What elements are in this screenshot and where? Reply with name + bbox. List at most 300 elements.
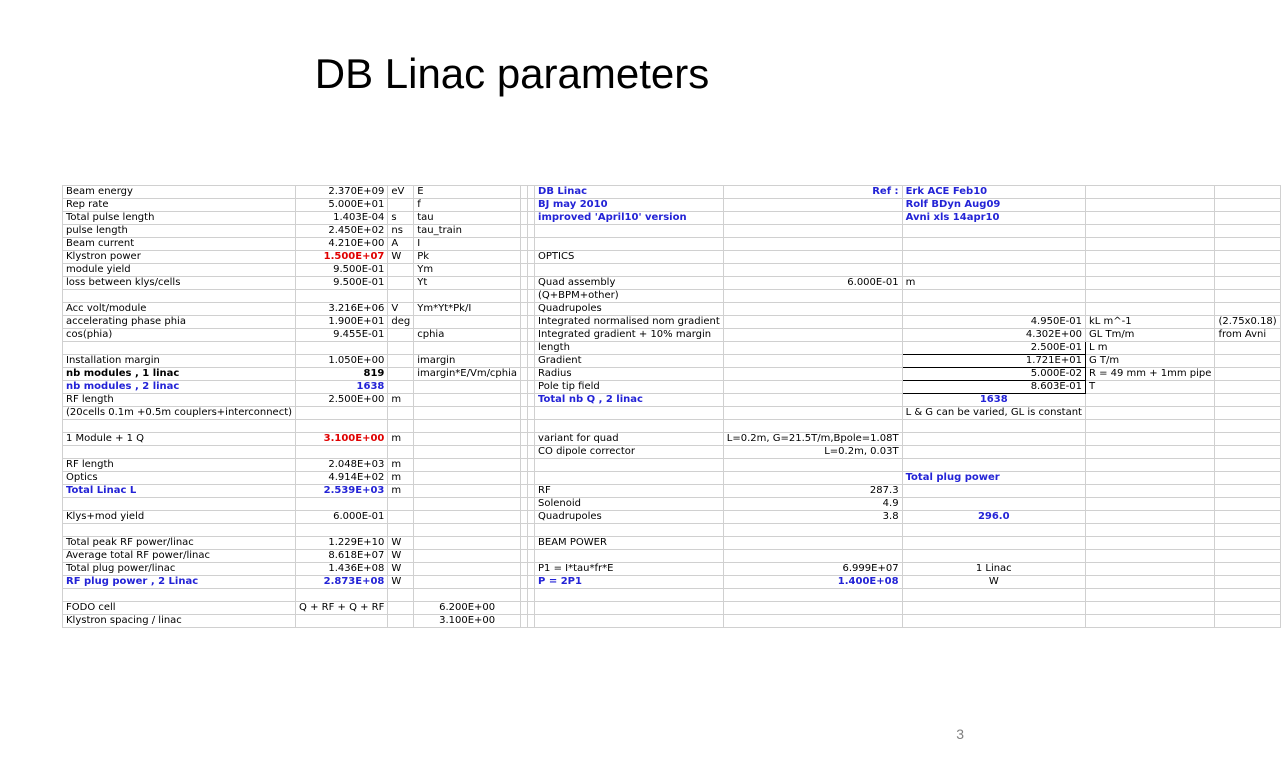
- table-cell: [521, 615, 528, 628]
- table-cell: [723, 199, 902, 212]
- table-row: [63, 264, 1281, 277]
- table-cell: loss between klys/cells: [63, 277, 296, 290]
- table-cell: [902, 459, 1085, 472]
- table-cell: [414, 290, 521, 303]
- table-row: [63, 563, 1281, 576]
- table-row: [63, 394, 1281, 407]
- table-cell: [1215, 342, 1280, 355]
- table-cell: cphia: [414, 329, 521, 342]
- table-cell: [521, 316, 528, 329]
- table-row: [63, 550, 1281, 563]
- table-row: [63, 355, 1281, 368]
- table-cell: [902, 537, 1085, 550]
- table-cell: [1085, 524, 1214, 537]
- table-cell: [388, 498, 414, 511]
- table-cell: BEAM POWER: [535, 537, 724, 550]
- table-cell: [535, 602, 724, 615]
- table-cell: 296.0: [902, 511, 1085, 524]
- table-cell: [1085, 212, 1214, 225]
- table-row: [63, 238, 1281, 251]
- table-cell: W: [388, 251, 414, 264]
- table-cell: [1215, 459, 1280, 472]
- table-cell: [528, 316, 535, 329]
- table-cell: [1085, 277, 1214, 290]
- table-cell: [1215, 511, 1280, 524]
- table-cell: Rolf BDyn Aug09: [902, 199, 1085, 212]
- table-cell: [1215, 615, 1280, 628]
- table-cell: R = 49 mm + 1mm pipe: [1085, 368, 1214, 381]
- table-cell: eV: [388, 186, 414, 199]
- table-cell: G T/m: [1085, 355, 1214, 368]
- table-cell: W: [902, 576, 1085, 589]
- table-cell: [902, 615, 1085, 628]
- table-cell: 3.216E+06: [296, 303, 388, 316]
- parameter-table: [62, 185, 1281, 628]
- table-cell: RF length: [63, 394, 296, 407]
- table-cell: [521, 290, 528, 303]
- table-cell: [521, 368, 528, 381]
- table-cell: [1085, 238, 1214, 251]
- table-cell: [1085, 433, 1214, 446]
- table-cell: [296, 446, 388, 459]
- table-cell: [528, 264, 535, 277]
- table-cell: [388, 511, 414, 524]
- table-cell: 819: [296, 368, 388, 381]
- table-cell: m: [388, 485, 414, 498]
- table-cell: [723, 368, 902, 381]
- table-cell: [723, 420, 902, 433]
- table-cell: [296, 498, 388, 511]
- table-cell: length: [535, 342, 724, 355]
- table-cell: [521, 264, 528, 277]
- table-cell: 9.500E-01: [296, 277, 388, 290]
- table-cell: [723, 381, 902, 394]
- table-cell: RF plug power , 2 Linac: [63, 576, 296, 589]
- table-cell: [723, 316, 902, 329]
- table-cell: [1085, 459, 1214, 472]
- table-row: [63, 368, 1281, 381]
- table-cell: [528, 199, 535, 212]
- table-cell: [1085, 472, 1214, 485]
- table-cell: DB Linac: [535, 186, 724, 199]
- table-cell: [296, 342, 388, 355]
- table-cell: [528, 368, 535, 381]
- table-cell: [528, 342, 535, 355]
- table-cell: [414, 381, 521, 394]
- table-cell: [528, 277, 535, 290]
- table-cell: accelerating phase phia: [63, 316, 296, 329]
- table-cell: [1215, 381, 1280, 394]
- table-cell: [1215, 537, 1280, 550]
- table-cell: [388, 420, 414, 433]
- table-cell: Quad assembly: [535, 277, 724, 290]
- table-cell: [1085, 550, 1214, 563]
- table-cell: 5.000E-02: [902, 368, 1085, 381]
- table-cell: (Q+BPM+other): [535, 290, 724, 303]
- table-cell: W: [388, 550, 414, 563]
- table-cell: [902, 225, 1085, 238]
- table-cell: [528, 381, 535, 394]
- table-cell: [723, 550, 902, 563]
- table-cell: [723, 472, 902, 485]
- table-cell: Q + RF + Q + RF: [296, 602, 388, 615]
- table-cell: Total plug power: [902, 472, 1085, 485]
- table-cell: RF length: [63, 459, 296, 472]
- table-cell: 4.950E-01: [902, 316, 1085, 329]
- table-cell: [296, 407, 388, 420]
- table-cell: [528, 290, 535, 303]
- table-cell: 2.873E+08: [296, 576, 388, 589]
- table-cell: cos(phia): [63, 329, 296, 342]
- table-cell: 1.229E+10: [296, 537, 388, 550]
- table-cell: Pole tip field: [535, 381, 724, 394]
- table-cell: Avni xls 14apr10: [902, 212, 1085, 225]
- table-cell: Optics: [63, 472, 296, 485]
- table-cell: m: [388, 459, 414, 472]
- table-cell: [521, 199, 528, 212]
- table-cell: [1215, 186, 1280, 199]
- table-cell: [414, 576, 521, 589]
- table-cell: 9.500E-01: [296, 264, 388, 277]
- table-cell: [296, 290, 388, 303]
- table-cell: [63, 446, 296, 459]
- table-cell: 5.000E+01: [296, 199, 388, 212]
- table-cell: [1215, 602, 1280, 615]
- table-cell: [535, 472, 724, 485]
- table-cell: [1085, 576, 1214, 589]
- table-cell: 4.9: [723, 498, 902, 511]
- table-cell: [63, 290, 296, 303]
- table-cell: m: [388, 394, 414, 407]
- table-cell: Ref :: [723, 186, 902, 199]
- table-row: [63, 576, 1281, 589]
- table-cell: 2.048E+03: [296, 459, 388, 472]
- table-cell: [296, 615, 388, 628]
- table-cell: m: [388, 433, 414, 446]
- table-cell: [528, 355, 535, 368]
- table-cell: Erk ACE Feb10: [902, 186, 1085, 199]
- table-cell: [1085, 537, 1214, 550]
- table-cell: [902, 524, 1085, 537]
- table-cell: 2.500E+00: [296, 394, 388, 407]
- table-cell: 3.8: [723, 511, 902, 524]
- table-row: [63, 342, 1281, 355]
- table-cell: [1085, 589, 1214, 602]
- table-cell: [723, 290, 902, 303]
- table-cell: L m: [1085, 342, 1214, 355]
- table-cell: [528, 459, 535, 472]
- table-cell: [723, 251, 902, 264]
- table-cell: Klystron power: [63, 251, 296, 264]
- table-cell: s: [388, 212, 414, 225]
- table-cell: [63, 498, 296, 511]
- table-cell: P = 2P1: [535, 576, 724, 589]
- table-row: [63, 277, 1281, 290]
- table-cell: [1215, 524, 1280, 537]
- table-cell: V: [388, 303, 414, 316]
- table-row: [63, 225, 1281, 238]
- table-cell: [1215, 433, 1280, 446]
- table-cell: 1638: [296, 381, 388, 394]
- table-cell: [521, 251, 528, 264]
- table-cell: [521, 225, 528, 238]
- page-number: 3: [956, 726, 964, 742]
- table-cell: [528, 537, 535, 550]
- table-cell: Integrated gradient + 10% margin: [535, 329, 724, 342]
- table-cell: 1 Module + 1 Q: [63, 433, 296, 446]
- table-cell: [528, 225, 535, 238]
- table-cell: 8.603E-01: [902, 381, 1085, 394]
- table-cell: [388, 342, 414, 355]
- table-row: [63, 446, 1281, 459]
- table-cell: [1215, 394, 1280, 407]
- table-cell: [388, 602, 414, 615]
- table-cell: [528, 485, 535, 498]
- table-cell: [388, 407, 414, 420]
- table-cell: [1085, 485, 1214, 498]
- table-row: [63, 589, 1281, 602]
- table-cell: Average total RF power/linac: [63, 550, 296, 563]
- table-cell: [521, 472, 528, 485]
- table-cell: m: [388, 472, 414, 485]
- table-cell: 3.100E+00: [414, 615, 521, 628]
- table-cell: [528, 524, 535, 537]
- table-row: [63, 433, 1281, 446]
- table-cell: [63, 524, 296, 537]
- table-cell: [521, 355, 528, 368]
- table-cell: [1215, 563, 1280, 576]
- table-cell: [1215, 212, 1280, 225]
- table-cell: 1.900E+01: [296, 316, 388, 329]
- table-cell: [521, 186, 528, 199]
- table-cell: 8.618E+07: [296, 550, 388, 563]
- table-cell: Beam current: [63, 238, 296, 251]
- table-cell: Yt: [414, 277, 521, 290]
- table-cell: [1215, 407, 1280, 420]
- table-cell: [723, 394, 902, 407]
- table-cell: [1085, 394, 1214, 407]
- table-cell: [521, 342, 528, 355]
- table-cell: [521, 329, 528, 342]
- table-cell: 6.999E+07: [723, 563, 902, 576]
- table-cell: [723, 225, 902, 238]
- table-cell: improved 'April10' version: [535, 212, 724, 225]
- table-cell: [1085, 511, 1214, 524]
- table-cell: [414, 589, 521, 602]
- table-cell: [521, 589, 528, 602]
- table-cell: [535, 524, 724, 537]
- table-cell: [723, 212, 902, 225]
- table-cell: [521, 563, 528, 576]
- table-cell: [521, 212, 528, 225]
- table-cell: [535, 550, 724, 563]
- table-cell: [1085, 251, 1214, 264]
- table-cell: [528, 615, 535, 628]
- table-cell: kL m^-1: [1085, 316, 1214, 329]
- table-cell: [63, 589, 296, 602]
- table-cell: tau: [414, 212, 521, 225]
- table-cell: [1215, 251, 1280, 264]
- table-cell: imargin: [414, 355, 521, 368]
- table-row: [63, 537, 1281, 550]
- table-row: [63, 316, 1281, 329]
- table-row: [63, 303, 1281, 316]
- table-cell: [1215, 290, 1280, 303]
- table-cell: tau_train: [414, 225, 521, 238]
- table-cell: [723, 355, 902, 368]
- table-cell: [535, 459, 724, 472]
- table-cell: [521, 537, 528, 550]
- table-cell: [1085, 407, 1214, 420]
- table-cell: W: [388, 563, 414, 576]
- table-cell: [521, 446, 528, 459]
- table-cell: A: [388, 238, 414, 251]
- table-cell: [1085, 264, 1214, 277]
- table-cell: 2.500E-01: [902, 342, 1085, 355]
- table-cell: [723, 589, 902, 602]
- table-cell: [1085, 563, 1214, 576]
- table-cell: [1085, 290, 1214, 303]
- table-cell: [1215, 355, 1280, 368]
- table-cell: [902, 264, 1085, 277]
- table-cell: Total plug power/linac: [63, 563, 296, 576]
- table-cell: [388, 615, 414, 628]
- table-cell: [1215, 277, 1280, 290]
- table-cell: [63, 342, 296, 355]
- table-cell: [521, 420, 528, 433]
- table-row: [63, 186, 1281, 199]
- table-cell: [902, 498, 1085, 511]
- table-cell: L=0.2m, 0.03T: [723, 446, 902, 459]
- table-cell: [1215, 550, 1280, 563]
- table-cell: [388, 277, 414, 290]
- table-cell: W: [388, 576, 414, 589]
- table-cell: [528, 589, 535, 602]
- table-cell: [1085, 602, 1214, 615]
- table-cell: [528, 498, 535, 511]
- table-row: [63, 511, 1281, 524]
- table-cell: [1085, 199, 1214, 212]
- table-cell: [414, 433, 521, 446]
- table-cell: [902, 589, 1085, 602]
- table-cell: [535, 420, 724, 433]
- table-cell: 287.3: [723, 485, 902, 498]
- table-row: [63, 602, 1281, 615]
- table-cell: RF: [535, 485, 724, 498]
- table-cell: [902, 251, 1085, 264]
- table-row: [63, 407, 1281, 420]
- table-cell: [902, 602, 1085, 615]
- table-cell: [414, 563, 521, 576]
- table-cell: [535, 589, 724, 602]
- table-cell: [521, 433, 528, 446]
- table-row: [63, 290, 1281, 303]
- table-cell: [902, 420, 1085, 433]
- table-cell: [902, 238, 1085, 251]
- table-cell: Klystron spacing / linac: [63, 615, 296, 628]
- table-cell: Radius: [535, 368, 724, 381]
- table-cell: [521, 407, 528, 420]
- table-row: [63, 472, 1281, 485]
- table-cell: [388, 524, 414, 537]
- table-cell: [535, 225, 724, 238]
- table-cell: OPTICS: [535, 251, 724, 264]
- table-cell: [388, 290, 414, 303]
- table-cell: [1085, 186, 1214, 199]
- table-cell: 2.539E+03: [296, 485, 388, 498]
- table-cell: module yield: [63, 264, 296, 277]
- table-cell: [723, 238, 902, 251]
- table-cell: [528, 550, 535, 563]
- table-cell: from Avni: [1215, 329, 1280, 342]
- table-cell: W: [388, 537, 414, 550]
- table-cell: [388, 446, 414, 459]
- table-row: [63, 485, 1281, 498]
- table-cell: [528, 394, 535, 407]
- table-cell: [528, 420, 535, 433]
- table-cell: [521, 498, 528, 511]
- table-cell: [521, 381, 528, 394]
- table-cell: [414, 498, 521, 511]
- table-cell: [528, 186, 535, 199]
- table-cell: [535, 264, 724, 277]
- table-cell: [388, 264, 414, 277]
- table-cell: [1085, 420, 1214, 433]
- table-cell: (20cells 0.1m +0.5m couplers+interconnect): [63, 407, 296, 420]
- table-cell: [902, 550, 1085, 563]
- table-cell: [1085, 303, 1214, 316]
- table-cell: [902, 446, 1085, 459]
- table-cell: 1638: [902, 394, 1085, 407]
- table-cell: [528, 602, 535, 615]
- table-cell: [414, 511, 521, 524]
- table-cell: 6.000E-01: [723, 277, 902, 290]
- table-cell: [388, 381, 414, 394]
- table-cell: [528, 212, 535, 225]
- table-cell: FODO cell: [63, 602, 296, 615]
- table-row: [63, 459, 1281, 472]
- table-cell: [535, 407, 724, 420]
- table-cell: [414, 407, 521, 420]
- table-cell: [535, 615, 724, 628]
- table-cell: 9.455E-01: [296, 329, 388, 342]
- table-cell: 2.450E+02: [296, 225, 388, 238]
- table-cell: [528, 472, 535, 485]
- table-cell: [414, 537, 521, 550]
- table-cell: [414, 342, 521, 355]
- table-cell: [528, 446, 535, 459]
- table-cell: [902, 485, 1085, 498]
- table-cell: [1215, 589, 1280, 602]
- table-cell: [521, 394, 528, 407]
- table-cell: [528, 303, 535, 316]
- table-cell: Ym*Yt*Pk/I: [414, 303, 521, 316]
- table-cell: [723, 602, 902, 615]
- table-cell: CO dipole corrector: [535, 446, 724, 459]
- table-cell: Integrated normalised nom gradient: [535, 316, 724, 329]
- table-cell: [388, 589, 414, 602]
- table-cell: [723, 329, 902, 342]
- table-cell: [1085, 615, 1214, 628]
- table-cell: 1.403E-04: [296, 212, 388, 225]
- table-row: [63, 212, 1281, 225]
- table-cell: [723, 524, 902, 537]
- table-cell: Total Linac L: [63, 485, 296, 498]
- table-cell: imargin*E/Vm/cphia: [414, 368, 521, 381]
- table-cell: Quadrupoles: [535, 303, 724, 316]
- table-cell: [414, 420, 521, 433]
- table-cell: Solenoid: [535, 498, 724, 511]
